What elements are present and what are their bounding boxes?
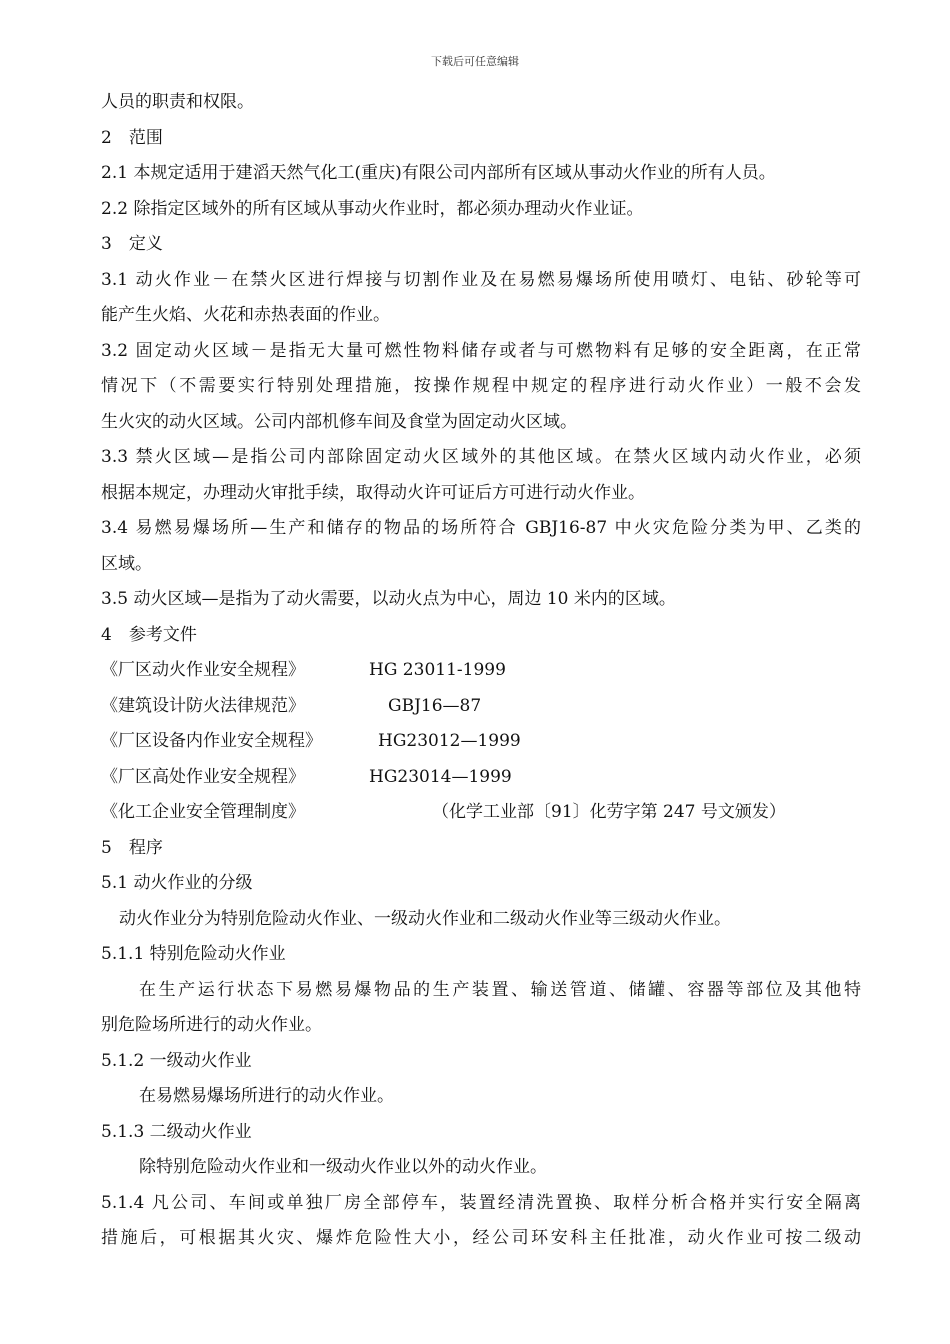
reference-title: 《厂区设备内作业安全规程》: [101, 731, 322, 751]
reference-code: GBJ16—87: [388, 695, 482, 716]
section-5: [101, 831, 861, 1257]
sections-1-4: [101, 85, 861, 653]
paragraph-line: 3.4 易燃易爆场所—生产和储存的物品的场所符合 GBJ16-87 中火灾危险分类为甲、乙类的: [101, 518, 861, 538]
reference-item: [101, 760, 861, 796]
document-body: [101, 85, 861, 1257]
reference-item: [101, 653, 861, 689]
paragraph-line: 3.5 动火区域—是指为了动火需要，以动火点为中心，周边 10 米内的区域。: [101, 589, 676, 609]
reference-item: [101, 795, 861, 831]
paragraph-line: 生火灾的动火区域。公司内部机修车间及食堂为固定动火区域。: [101, 411, 577, 432]
paragraph-line: 4 参考文件: [101, 624, 197, 645]
paragraph-line: 3.3 禁火区域—是指公司内部除固定动火区域外的其他区域。在禁火区域内动火作业，必须: [101, 447, 861, 467]
reference-code: HG23014—1999: [369, 766, 512, 787]
paragraph-line: 措施后，可根据其火灾、爆炸危险性大小，经公司环安科主任批准，动火作业可按二级动: [101, 1228, 861, 1248]
paragraph-line: 5.1.1 特别危险动火作业: [101, 944, 286, 964]
paragraph-line: 人员的职责和权限。: [101, 92, 254, 112]
paragraph-line: 2 范围: [101, 127, 163, 148]
reference-code: （化学工业部〔91〕化劳字第 247 号文颁发）: [432, 802, 786, 822]
reference-title: 《厂区高处作业安全规程》: [101, 766, 305, 787]
paragraph-line: 区域。: [101, 553, 152, 574]
paragraph-line: 5.1 动火作业的分级: [101, 873, 253, 893]
paragraph-line: 5.1.2 一级动火作业: [101, 1050, 252, 1071]
paragraph-line: 根据本规定，办理动火审批手续，取得动火许可证后方可进行动火作业。: [101, 482, 645, 503]
reference-code: HG23012—1999: [378, 731, 521, 751]
reference-item: [101, 689, 861, 725]
reference-code: HG 23011-1999: [369, 660, 506, 680]
paragraph-line: 情况下（不需要实行特别处理措施，按操作规程中规定的程序进行动火作业）一般不会发: [101, 376, 861, 396]
paragraph-line: 3.2 固定动火区域－是指无大量可燃性物料储存或者与可燃物料有足够的安全距离，在正常: [101, 340, 861, 361]
paragraph-line: 3 定义: [101, 234, 163, 254]
reference-item: [101, 724, 861, 760]
reference-title: 《建筑设计防火法律规范》: [101, 695, 305, 716]
paragraph-line: 在生产运行状态下易燃易爆物品的生产装置、输送管道、储罐、容器等部位及其他特: [139, 979, 861, 1000]
reference-title: 《厂区动火作业安全规程》: [101, 660, 305, 680]
paragraph-line: 3.1 动火作业－在禁火区进行焊接与切割作业及在易燃易爆场所使用喷灯、电钻、砂轮等可: [101, 269, 861, 290]
reference-list: [101, 653, 861, 831]
page-header: 下载后可任意编辑: [431, 55, 519, 68]
paragraph-line: 5.1.4 凡公司、车间或单独厂房全部停车，装置经清洗置换、取样分析合格并实行安全隔离: [101, 1192, 861, 1213]
reference-title: 《化工企业安全管理制度》: [101, 802, 305, 822]
paragraph-line: 5 程序: [101, 837, 163, 858]
paragraph-line: 2.2 除指定区域外的所有区域从事动火作业时，都必须办理动火作业证。: [101, 198, 644, 219]
paragraph-line: 动火作业分为特别危险动火作业、一级动火作业和二级动火作业等三级动火作业。: [119, 908, 731, 929]
paragraph-line: 能产生火焰、火花和赤热表面的作业。: [101, 305, 390, 325]
paragraph-line: 在易燃易爆场所进行的动火作业。: [139, 1086, 394, 1106]
paragraph-line: 2.1 本规定适用于建滔天然气化工(重庆)有限公司内部所有区域从事动火作业的所有人员。: [101, 163, 776, 183]
paragraph-line: 除特别危险动火作业和一级动火作业以外的动火作业。: [139, 1157, 547, 1177]
paragraph-line: 别危险场所进行的动火作业。: [101, 1015, 322, 1035]
paragraph-line: 5.1.3 二级动火作业: [101, 1121, 252, 1142]
